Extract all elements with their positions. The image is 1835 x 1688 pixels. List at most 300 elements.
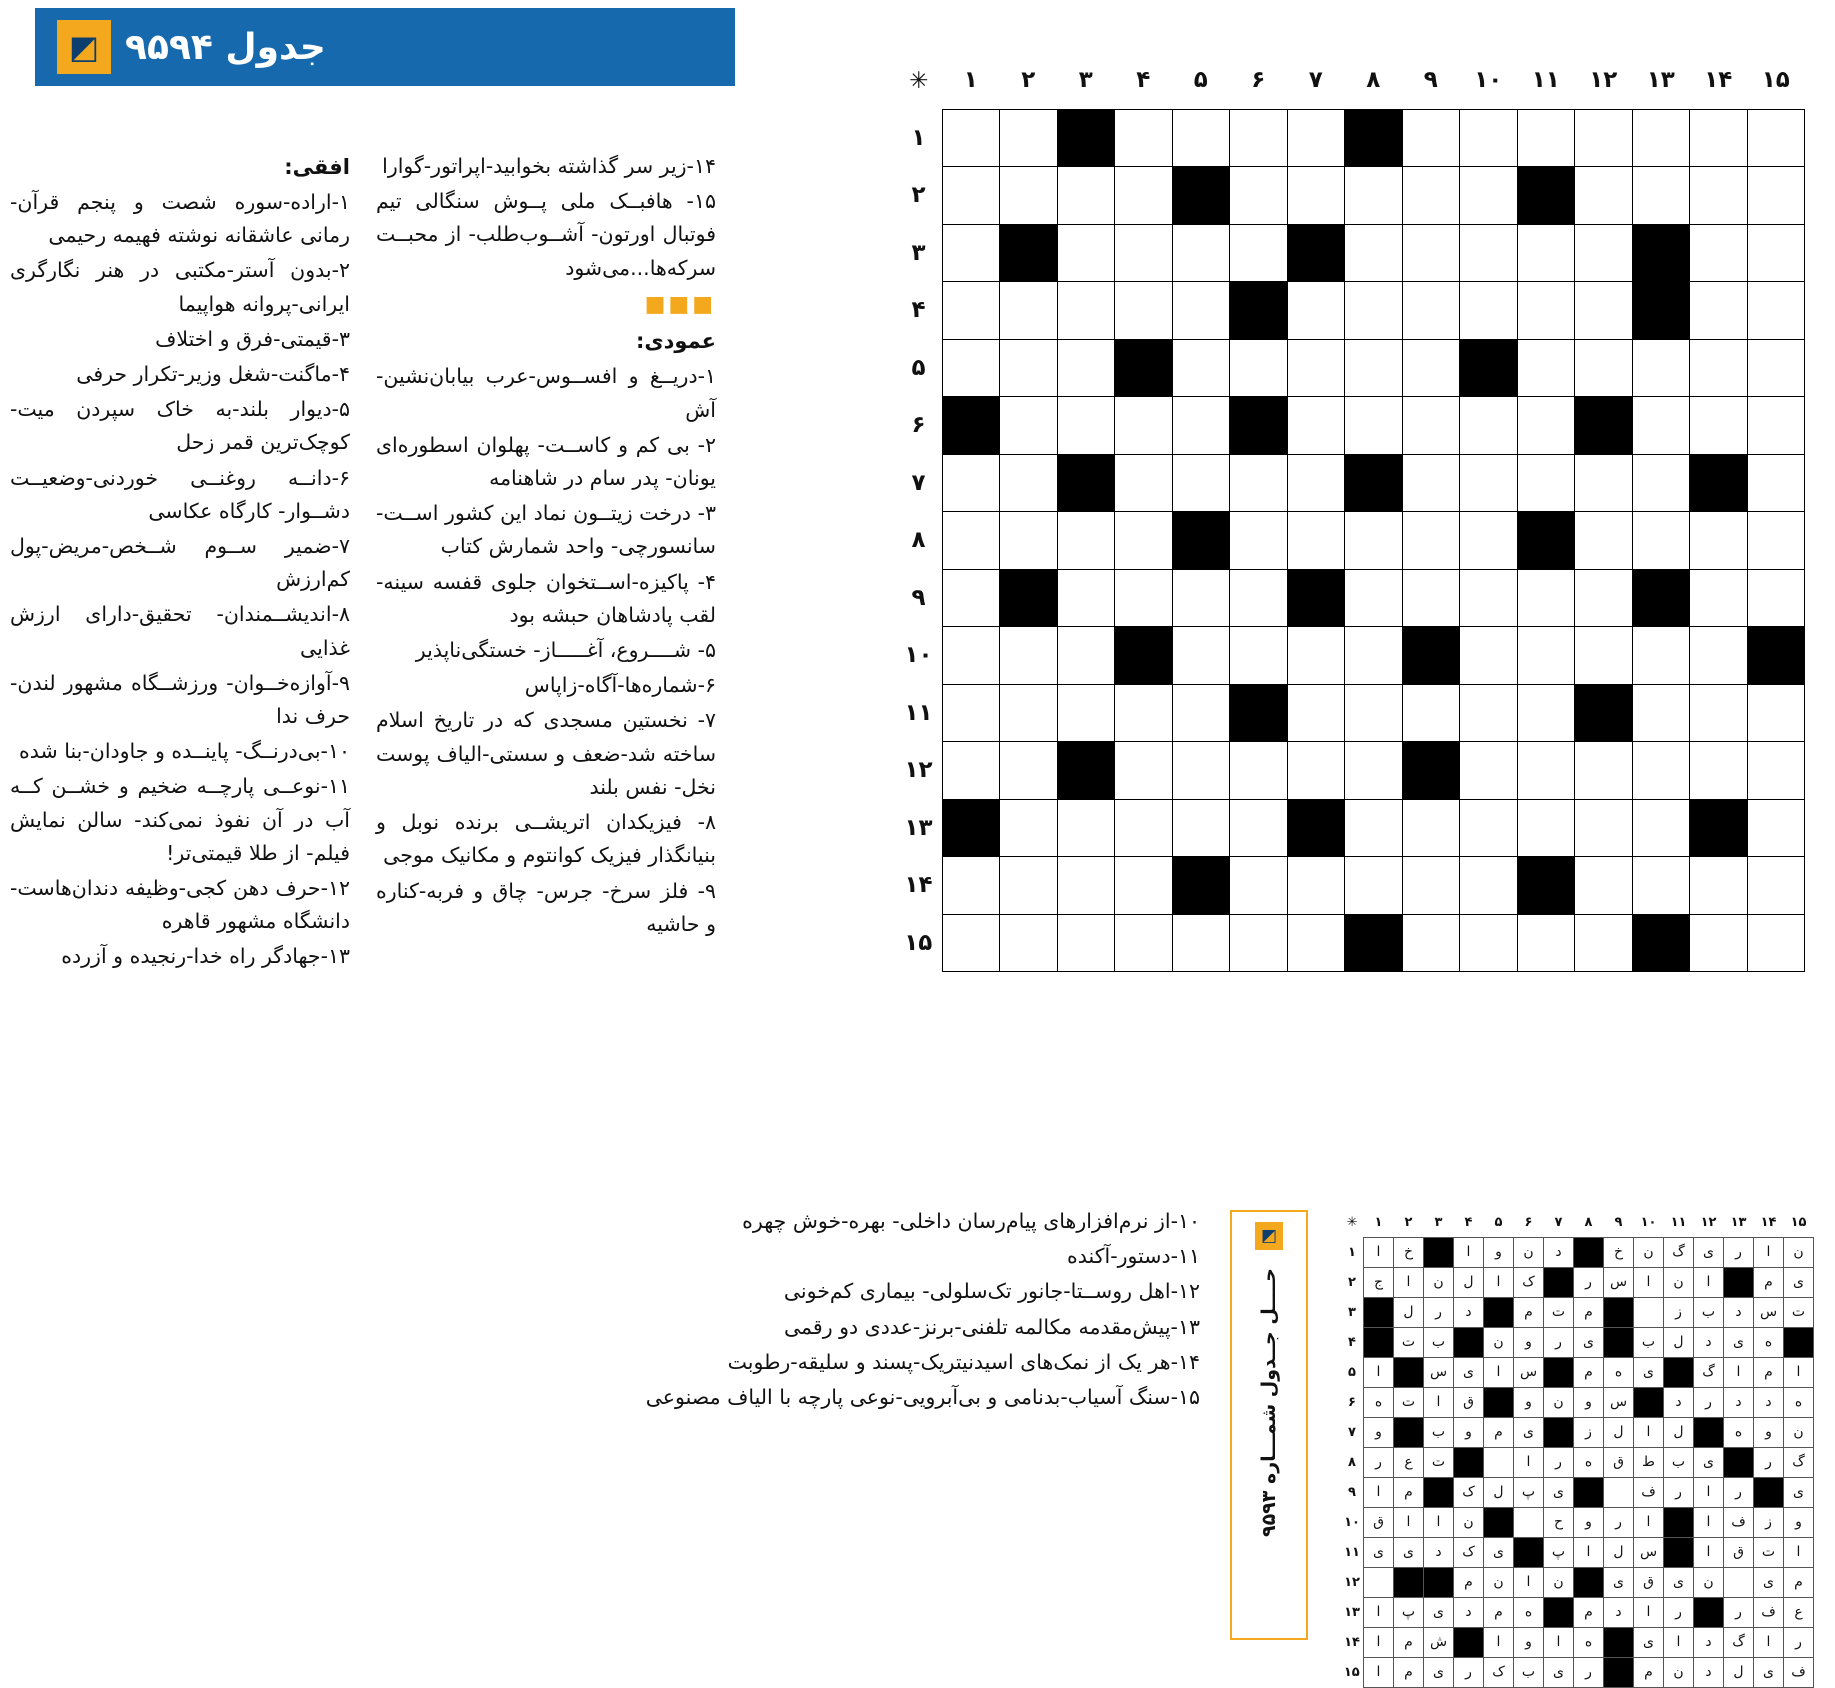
grid-cell[interactable]	[1057, 627, 1115, 685]
grid-cell[interactable]	[1747, 282, 1805, 340]
grid-cell[interactable]	[1287, 167, 1345, 225]
solution-cell: و	[1514, 1388, 1544, 1418]
grid-cell[interactable]	[1000, 397, 1058, 455]
grid-cell[interactable]	[1172, 397, 1230, 455]
solution-cell: ل	[1454, 1268, 1484, 1298]
solution-cell: ق	[1634, 1568, 1664, 1598]
solution-cell: د	[1724, 1298, 1754, 1328]
grid-cell[interactable]	[1575, 282, 1633, 340]
grid-cell[interactable]	[1115, 684, 1173, 742]
solution-row-header-2: ۲	[1348, 1275, 1356, 1290]
grid-cell[interactable]	[1460, 627, 1518, 685]
solution-cell: ق	[1364, 1508, 1394, 1538]
grid-cell[interactable]	[1632, 454, 1690, 512]
grid-cell[interactable]	[1230, 569, 1288, 627]
grid-cell[interactable]	[1345, 167, 1403, 225]
solution-cell: ط	[1634, 1448, 1664, 1478]
grid-cell-block	[1000, 224, 1058, 282]
grid-cell[interactable]	[942, 167, 1000, 225]
solution-row	[1341, 1238, 1814, 1268]
grid-cell-block	[1172, 512, 1230, 570]
grid-cell[interactable]	[1345, 857, 1403, 915]
solution-row-header-11: ۱۱	[1344, 1545, 1360, 1560]
grid-cell[interactable]	[1172, 339, 1230, 397]
grid-cell[interactable]	[1632, 109, 1690, 167]
grid-cell[interactable]	[1402, 454, 1460, 512]
solution-cell: ا	[1364, 1628, 1394, 1658]
solution-cell	[1514, 1508, 1544, 1538]
grid-cell[interactable]	[1287, 684, 1345, 742]
grid-cell[interactable]	[1402, 857, 1460, 915]
grid-cell[interactable]	[1000, 627, 1058, 685]
grid-cell[interactable]	[1575, 799, 1633, 857]
grid-cell[interactable]	[1690, 627, 1748, 685]
grid-col-header-10: ۱۰	[1474, 67, 1503, 94]
grid-cell[interactable]	[1057, 799, 1115, 857]
solution-cell: ی	[1424, 1598, 1454, 1628]
grid-cell[interactable]	[1460, 167, 1518, 225]
grid-col-header-7: ۷	[1308, 67, 1323, 94]
grid-cell[interactable]	[1172, 799, 1230, 857]
grid-row-header-7: ۷	[911, 469, 926, 496]
grid-cell[interactable]	[1345, 684, 1403, 742]
grid-row	[895, 627, 1805, 685]
grid-cell[interactable]	[1287, 857, 1345, 915]
grid-cell[interactable]	[1517, 109, 1575, 167]
grid-row	[895, 799, 1805, 857]
grid-cell[interactable]	[1575, 627, 1633, 685]
grid-cell[interactable]	[942, 569, 1000, 627]
grid-cell[interactable]	[1172, 914, 1230, 972]
grid-cell[interactable]	[1632, 512, 1690, 570]
clue-down-6: ۶-شماره‌ها-آگاه-زاپاس	[524, 673, 716, 698]
solution-cell-block	[1664, 1538, 1694, 1568]
grid-cell[interactable]	[1632, 339, 1690, 397]
solution-cell: ی	[1784, 1268, 1814, 1298]
grid-cell[interactable]	[1575, 569, 1633, 627]
clue-down-9: ۹- فلز سرخ- جرس- چاق و فربه-کناره و حاشیه	[376, 878, 716, 936]
solution-cell: ب	[1424, 1328, 1454, 1358]
solution-cell-block	[1484, 1388, 1514, 1418]
grid-cell[interactable]	[1230, 454, 1288, 512]
grid-cell[interactable]	[1057, 857, 1115, 915]
grid-cell[interactable]	[1345, 282, 1403, 340]
grid-cell[interactable]	[1115, 109, 1173, 167]
solution-cell-block	[1724, 1268, 1754, 1298]
solution-cell: گ	[1694, 1358, 1724, 1388]
grid-cell[interactable]	[1402, 167, 1460, 225]
grid-cell[interactable]	[1747, 397, 1805, 455]
solution-cell: ل	[1394, 1298, 1424, 1328]
grid-cell[interactable]	[1517, 339, 1575, 397]
solution-cell: ر	[1724, 1238, 1754, 1268]
grid-cell[interactable]	[1747, 857, 1805, 915]
grid-cell[interactable]	[1287, 512, 1345, 570]
grid-cell[interactable]	[1000, 282, 1058, 340]
grid-cell[interactable]	[942, 742, 1000, 800]
grid-cell[interactable]	[1402, 339, 1460, 397]
clue-down-8: ۸- فیزیکدان اتریشــی برنده نوبل و بنیانگذار فیزیک کوانتوم و مکانیک موجی	[376, 810, 716, 868]
solution-logo-glyph: ◩	[1260, 1225, 1278, 1246]
solution-cell: ر	[1784, 1628, 1814, 1658]
grid-cell[interactable]	[1115, 224, 1173, 282]
grid-cell[interactable]	[1345, 569, 1403, 627]
grid-cell[interactable]	[1575, 167, 1633, 225]
solution-row-header-5: ۵	[1348, 1365, 1356, 1380]
grid-cell[interactable]	[1287, 454, 1345, 512]
grid-cell[interactable]	[1747, 914, 1805, 972]
clue-across-5: ۵-دیوار بلند-به خاک سپردن میت-کوچک‌ترین قمر زحل	[10, 397, 350, 455]
grid-cell[interactable]	[1747, 454, 1805, 512]
grid-cell[interactable]	[1287, 914, 1345, 972]
grid-cell[interactable]	[1575, 742, 1633, 800]
solution-cell: ا	[1484, 1268, 1514, 1298]
grid-cell[interactable]	[1690, 109, 1748, 167]
solution-cell: ک	[1454, 1538, 1484, 1568]
clues-column-across	[10, 150, 350, 976]
solution-cell: ت	[1424, 1448, 1454, 1478]
grid-cell[interactable]	[1747, 799, 1805, 857]
grid-cell[interactable]	[1345, 799, 1403, 857]
grid-cell[interactable]	[1690, 857, 1748, 915]
solution-cell: م	[1514, 1298, 1544, 1328]
grid-row	[895, 224, 1805, 282]
grid-col-header-1: ۱	[963, 67, 978, 94]
clue-across-8: ۸-اندیشــمندان- تحقیق-دارای ارزش غذایی	[10, 602, 350, 660]
grid-cell[interactable]	[1517, 742, 1575, 800]
grid-cell[interactable]	[1632, 167, 1690, 225]
grid-cell[interactable]	[1057, 512, 1115, 570]
solution-cell: ی	[1604, 1568, 1634, 1598]
solution-cell-block	[1604, 1658, 1634, 1688]
grid-row	[895, 742, 1805, 800]
grid-cell[interactable]	[1000, 454, 1058, 512]
grid-cell[interactable]	[1402, 109, 1460, 167]
grid-cell[interactable]	[1230, 857, 1288, 915]
grid-cell-block	[1747, 627, 1805, 685]
solution-cell: س	[1604, 1268, 1634, 1298]
grid-cell[interactable]	[1690, 742, 1748, 800]
grid-cell[interactable]	[1345, 397, 1403, 455]
grid-cell[interactable]	[942, 684, 1000, 742]
grid-cell[interactable]	[942, 627, 1000, 685]
grid-cell[interactable]	[1575, 339, 1633, 397]
grid-cell[interactable]	[1747, 512, 1805, 570]
grid-cell[interactable]	[1115, 282, 1173, 340]
grid-cell[interactable]	[1230, 512, 1288, 570]
grid-cell[interactable]	[1747, 224, 1805, 282]
solution-cell: ه	[1364, 1388, 1394, 1418]
grid-cell[interactable]	[1115, 397, 1173, 455]
grid-col-header-6: ۶	[1251, 67, 1266, 94]
grid-cell[interactable]	[1057, 684, 1115, 742]
grid-cell[interactable]	[1690, 397, 1748, 455]
grid-cell[interactable]	[1402, 224, 1460, 282]
grid-col-header-8: ۸	[1366, 67, 1381, 94]
clue-across-14: ۱۴-زیر سر گذاشته بخوابید-اپراتور-گوارا	[382, 154, 716, 178]
solution-cell-block	[1604, 1298, 1634, 1328]
grid-cell[interactable]	[1690, 684, 1748, 742]
solution-row-header-13: ۱۳	[1344, 1605, 1360, 1620]
grid-cell[interactable]	[1460, 742, 1518, 800]
grid-cell[interactable]	[1460, 109, 1518, 167]
grid-cell[interactable]	[1000, 512, 1058, 570]
grid-cell[interactable]	[1230, 339, 1288, 397]
grid-cell[interactable]	[1575, 857, 1633, 915]
grid-cell[interactable]	[1402, 282, 1460, 340]
solution-cell-block	[1544, 1598, 1574, 1628]
grid-cell[interactable]	[1000, 684, 1058, 742]
grid-cell[interactable]	[1230, 167, 1288, 225]
grid-cell[interactable]	[1690, 224, 1748, 282]
solution-row	[1341, 1478, 1814, 1508]
solution-cell: ن	[1484, 1328, 1514, 1358]
grid-cell[interactable]	[1000, 167, 1058, 225]
solution-cell: خ	[1394, 1238, 1424, 1268]
grid-cell[interactable]	[1345, 339, 1403, 397]
grid-cell-block	[1402, 742, 1460, 800]
grid-cell[interactable]	[1057, 167, 1115, 225]
grid-cell[interactable]	[1115, 742, 1173, 800]
solution-cell: د	[1694, 1328, 1724, 1358]
grid-cell[interactable]	[1402, 799, 1460, 857]
grid-cell[interactable]	[1057, 397, 1115, 455]
grid-cell[interactable]	[1172, 454, 1230, 512]
grid-cell[interactable]	[1575, 224, 1633, 282]
grid-cell[interactable]	[1632, 742, 1690, 800]
grid-cell[interactable]	[1575, 512, 1633, 570]
grid-cell[interactable]	[1460, 224, 1518, 282]
grid-cell[interactable]	[1057, 282, 1115, 340]
solution-cell: س	[1754, 1298, 1784, 1328]
solution-row-header-6: ۶	[1348, 1395, 1356, 1410]
solution-cell: ن	[1454, 1508, 1484, 1538]
solution-col-header-1: ۱	[1374, 1215, 1383, 1230]
grid-cell[interactable]	[1057, 224, 1115, 282]
grid-cell[interactable]	[1057, 914, 1115, 972]
grid-cell[interactable]	[1632, 799, 1690, 857]
grid-cell[interactable]	[1345, 742, 1403, 800]
grid-cell[interactable]	[1172, 627, 1230, 685]
solution-cell: م	[1484, 1418, 1514, 1448]
solution-cell: ا	[1574, 1538, 1604, 1568]
grid-cell[interactable]	[1517, 397, 1575, 455]
grid-cell-block	[1632, 224, 1690, 282]
solution-cell: م	[1394, 1658, 1424, 1688]
grid-cell[interactable]	[1402, 397, 1460, 455]
grid-cell[interactable]	[1747, 339, 1805, 397]
solution-cell-block	[1664, 1358, 1694, 1388]
grid-cell[interactable]	[1747, 569, 1805, 627]
grid-cell[interactable]	[1517, 914, 1575, 972]
grid-cell[interactable]	[1287, 339, 1345, 397]
grid-cell[interactable]	[1690, 512, 1748, 570]
crossword-grid[interactable]	[895, 52, 1806, 972]
grid-cell-block	[1632, 914, 1690, 972]
grid-cell[interactable]	[1287, 742, 1345, 800]
grid-cell[interactable]	[942, 512, 1000, 570]
solution-cell: ر	[1664, 1478, 1694, 1508]
clue-down-1: ۱-دریــغ و افســوس-عرب بیابان‌نشین-آش	[376, 364, 716, 422]
grid-cell[interactable]	[1690, 282, 1748, 340]
grid-cell[interactable]	[1287, 282, 1345, 340]
grid-cell[interactable]	[1402, 569, 1460, 627]
grid-cell[interactable]	[1172, 684, 1230, 742]
solution-cell: ن	[1664, 1268, 1694, 1298]
grid-cell[interactable]	[1115, 799, 1173, 857]
grid-row-header-1: ۱	[911, 124, 926, 151]
solution-cell-block	[1784, 1328, 1814, 1358]
grid-row-header-15: ۱۵	[904, 929, 933, 956]
grid-cell[interactable]	[942, 109, 1000, 167]
grid-cell[interactable]	[1057, 339, 1115, 397]
grid-cell[interactable]	[1460, 282, 1518, 340]
grid-cell[interactable]	[1230, 224, 1288, 282]
grid-cell[interactable]	[1172, 282, 1230, 340]
grid-cell[interactable]	[1575, 109, 1633, 167]
grid-cell[interactable]	[1747, 742, 1805, 800]
grid-cell[interactable]	[1172, 742, 1230, 800]
grid-cell[interactable]	[1460, 914, 1518, 972]
grid-cell[interactable]	[1230, 799, 1288, 857]
grid-cell[interactable]	[1000, 857, 1058, 915]
grid-cell[interactable]	[1575, 454, 1633, 512]
grid-cell-block	[942, 397, 1000, 455]
grid-cell[interactable]	[1690, 569, 1748, 627]
grid-cell[interactable]	[1000, 914, 1058, 972]
solution-cell: و	[1514, 1628, 1544, 1658]
grid-cell[interactable]	[1460, 454, 1518, 512]
solution-cell: ا	[1514, 1568, 1544, 1598]
grid-cell[interactable]	[1287, 627, 1345, 685]
grid-cell[interactable]	[1172, 569, 1230, 627]
grid-cell[interactable]	[1632, 857, 1690, 915]
solution-cell: ی	[1544, 1658, 1574, 1688]
grid-cell[interactable]	[1517, 627, 1575, 685]
grid-cell[interactable]	[1230, 742, 1288, 800]
grid-cell[interactable]	[1402, 512, 1460, 570]
grid-row-header-2: ۲	[911, 182, 926, 209]
grid-cell[interactable]	[1172, 109, 1230, 167]
grid-cell[interactable]	[1632, 684, 1690, 742]
grid-cell[interactable]	[1690, 914, 1748, 972]
grid-cell[interactable]	[1057, 569, 1115, 627]
grid-cell[interactable]	[1690, 339, 1748, 397]
grid-cell[interactable]	[1230, 627, 1288, 685]
solution-cell: ی	[1544, 1478, 1574, 1508]
solution-cell: ع	[1784, 1598, 1814, 1628]
solution-cell: و	[1484, 1238, 1514, 1268]
grid-col-header-11: ۱۱	[1531, 67, 1560, 94]
solution-col-header-12: ۱۲	[1700, 1215, 1717, 1230]
solution-cell: ب	[1634, 1328, 1664, 1358]
grid-cell[interactable]	[1517, 282, 1575, 340]
solution-cell: ا	[1364, 1658, 1394, 1688]
grid-cell[interactable]	[1632, 627, 1690, 685]
grid-cell[interactable]	[1000, 339, 1058, 397]
solution-cell: د	[1454, 1298, 1484, 1328]
solution-cell: س	[1604, 1388, 1634, 1418]
grid-cell[interactable]	[1632, 397, 1690, 455]
grid-cell[interactable]	[1517, 684, 1575, 742]
grid-col-header-14: ۱۴	[1704, 67, 1733, 94]
grid-cell[interactable]	[1115, 454, 1173, 512]
grid-cell[interactable]	[1230, 109, 1288, 167]
grid-cell[interactable]	[1517, 224, 1575, 282]
solution-cell: ا	[1364, 1478, 1394, 1508]
grid-cell[interactable]	[942, 857, 1000, 915]
grid-cell[interactable]	[1000, 799, 1058, 857]
grid-cell[interactable]	[1287, 109, 1345, 167]
grid-cell[interactable]	[1345, 627, 1403, 685]
grid-cell[interactable]	[1460, 857, 1518, 915]
grid-cell[interactable]	[1460, 512, 1518, 570]
solution-cell-block	[1694, 1598, 1724, 1628]
clue-across-13: ۱۳-جهادگر راه خدا-رنجیده و آزرده	[61, 944, 350, 969]
solution-cell-block	[1484, 1298, 1514, 1328]
grid-cell[interactable]	[1115, 512, 1173, 570]
grid-cell[interactable]	[1460, 569, 1518, 627]
solution-col-header-4: ۴	[1464, 1215, 1473, 1230]
solution-cell: ی	[1364, 1538, 1394, 1568]
grid-cell[interactable]	[1000, 109, 1058, 167]
solution-cell-block	[1634, 1388, 1664, 1418]
grid-cell[interactable]	[1690, 167, 1748, 225]
grid-row-header-4: ۴	[911, 297, 926, 324]
solution-cell: ی	[1484, 1538, 1514, 1568]
grid-cell[interactable]	[1460, 397, 1518, 455]
grid-cell[interactable]	[1747, 684, 1805, 742]
grid-cell[interactable]	[1345, 224, 1403, 282]
solution-cell: د	[1454, 1598, 1484, 1628]
grid-row-header-6: ۶	[911, 412, 926, 439]
clue-across-9: ۹-آوازه‌خــوان- ورزشــگاه مشهور لندن-حرف ندا	[10, 670, 350, 729]
solution-cell-block	[1394, 1418, 1424, 1448]
grid-cell[interactable]	[1345, 512, 1403, 570]
grid-cell[interactable]	[1230, 914, 1288, 972]
grid-cell[interactable]	[1460, 684, 1518, 742]
grid-cell[interactable]	[1287, 397, 1345, 455]
solution-row	[1341, 1328, 1814, 1358]
grid-cell[interactable]	[1000, 742, 1058, 800]
solution-cell-block	[1394, 1568, 1424, 1598]
clue-separator: ■■■	[644, 291, 716, 317]
solution-row-header-1: ۱	[1348, 1245, 1356, 1260]
grid-cell[interactable]	[942, 339, 1000, 397]
grid-cell[interactable]	[1115, 914, 1173, 972]
solution-cell: ا	[1634, 1598, 1664, 1628]
grid-cell[interactable]	[1172, 224, 1230, 282]
grid-cell[interactable]	[1402, 914, 1460, 972]
grid-cell[interactable]	[942, 224, 1000, 282]
grid-cell[interactable]	[1402, 684, 1460, 742]
grid-cell[interactable]	[1460, 799, 1518, 857]
solution-cell: ز	[1754, 1508, 1784, 1538]
grid-cell[interactable]	[1115, 857, 1173, 915]
grid-cell[interactable]	[942, 282, 1000, 340]
grid-cell[interactable]	[942, 454, 1000, 512]
grid-cell[interactable]	[1747, 167, 1805, 225]
grid-cell[interactable]	[1517, 454, 1575, 512]
grid-cell[interactable]	[942, 914, 1000, 972]
grid-cell[interactable]	[1115, 167, 1173, 225]
grid-cell[interactable]	[1517, 799, 1575, 857]
solution-cell	[1484, 1448, 1514, 1478]
grid-cell[interactable]	[1517, 569, 1575, 627]
grid-cell[interactable]	[1575, 914, 1633, 972]
grid-cell[interactable]	[1747, 109, 1805, 167]
grid-cell[interactable]	[1115, 569, 1173, 627]
